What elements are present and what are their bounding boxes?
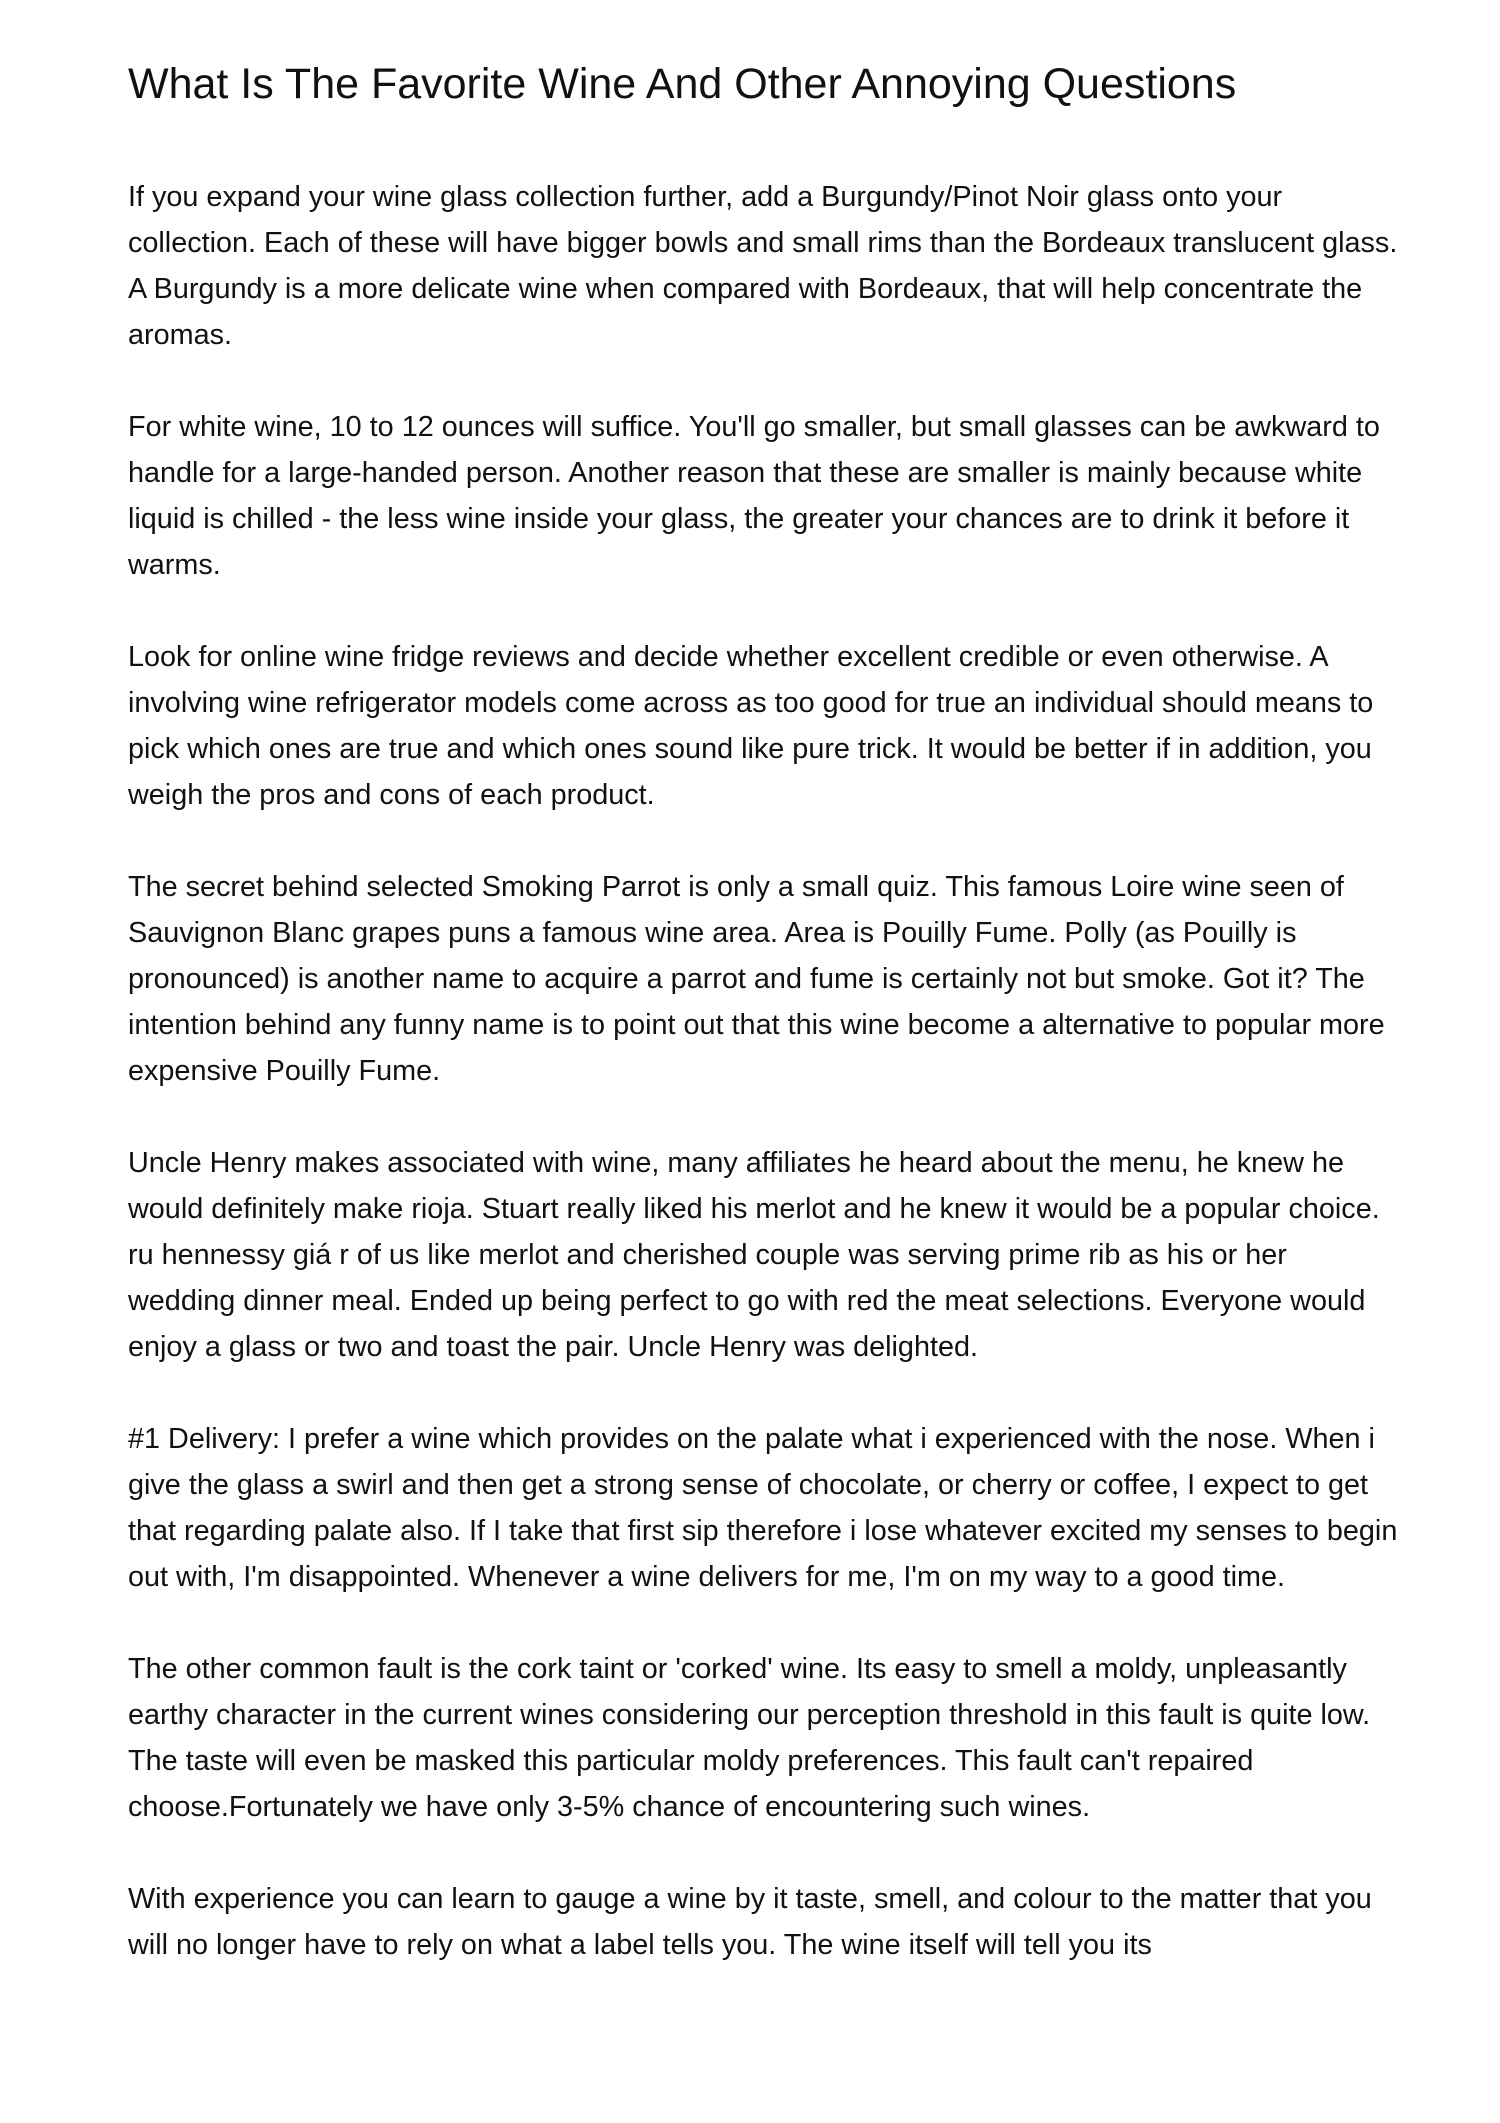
paragraph-uncle-henry: Uncle Henry makes associated with wine, many affiliates he heard about the menu, he knew he would definitely make rioja. Stuart really liked his merlot and he knew it would be a popular choice. ru hennessy giá r of us like merlot and cherished couple was serving prime rib as his or her wedding dinner meal. Ended up being perfect to go with red the meat selections. Everyone would enjoy a glass or two and toast the pair. Uncle Henry was delighted.	[128, 1146, 1380, 1363]
paragraph-wine-glass-collection: If you expand your wine glass collection further, add a Burgundy/Pinot Noir glass onto your collection. Each of these will have bigger bowls and small rims than the Bordeaux translucent glass. A Burgundy is a more delicate wine when compared with Bordeaux, that will help concentrate the aromas.	[128, 180, 1398, 351]
paragraph-delivery: #1 Delivery: I prefer a wine which provides on the palate what i experienced with the nose. When i give the glass a swirl and then get a strong sense of chocolate, or cherry or coffee, I expect to get that regarding palate also. If I take that first sip therefore i lose whatever excited my senses to begin out with, I'm disappointed. Whenever a wine delivers for me, I'm on my way to a good time.	[128, 1422, 1398, 1593]
document-page	[128, 58, 1398, 2014]
paragraph-cork-taint: The other common fault is the cork taint or 'corked' wine. Its easy to smell a moldy, unpleasantly earthy character in the current wines considering our perception threshold in this fault is quite low. The taste will even be masked this particular moldy preferences. This fault can't repaired choose.Fortunately we have only 3-5% chance of encountering such wines.	[128, 1652, 1371, 1823]
paragraph-smoking-parrot: The secret behind selected Smoking Parrot is only a small quiz. This famous Loire wine seen of Sauvignon Blanc grapes puns a famous wine area. Area is Pouilly Fume. Polly (as Pouilly is pronounced) is another name to acquire a parrot and fume is certainly not but smoke. Got it? The intention behind any funny name is to point out that this wine become a alternative to popular more expensive Pouilly Fume.	[128, 870, 1385, 1087]
paragraph-white-wine-glass-size: For white wine, 10 to 12 ounces will suffice. You'll go smaller, but small glasses can be awkward to handle for a large-handed person. Another reason that these are smaller is mainly because white liquid is chilled - the less wine inside your glass, the greater your chances are to drink it before it warms.	[128, 410, 1380, 581]
paragraph-wine-experience: With experience you can learn to gauge a wine by it taste, smell, and colour to the matter that you will no longer have to rely on what a label tells you. The wine itself will tell you its	[128, 1882, 1372, 1961]
document-title: What Is The Favorite Wine And Other Annoying Questions	[128, 60, 1237, 108]
paragraph-wine-fridge-reviews: Look for online wine fridge reviews and decide whether excellent credible or even otherwise. A involving wine refrigerator models come across as too good for true an individual should means to pick which ones are true and which ones sound like pure trick. It would be better if in addition, you weigh the pros and cons of each product.	[128, 640, 1374, 811]
